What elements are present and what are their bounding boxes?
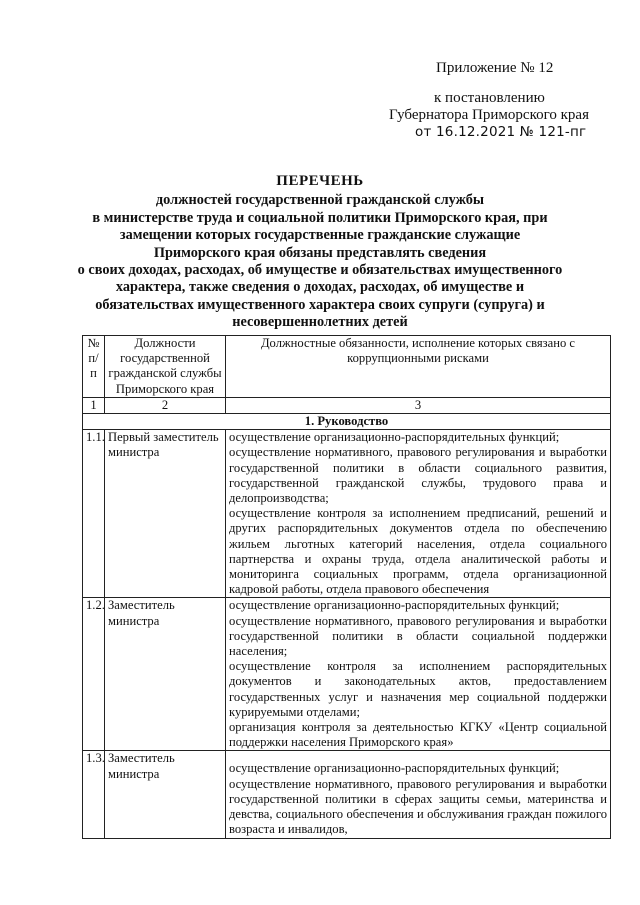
heading-line: Приморского края обязаны представлять сведения	[153, 244, 487, 261]
column-number: 1	[83, 397, 105, 413]
header-position: Должности государственной гражданской службы Приморского края	[105, 336, 226, 398]
heading-line: должностей государственной гражданской службы	[155, 192, 485, 209]
positions-table	[82, 335, 611, 839]
duty-item: организация контроля за деятельностью КГКУ «Центр социальной поддержки населения Приморского края»	[229, 720, 607, 750]
header-num: № п/п	[83, 336, 105, 398]
row-duties	[226, 751, 611, 838]
heading-line: о своих доходах, расходах, об имуществе и обязательствах имущественного	[77, 262, 563, 279]
row-position: Заместитель министра	[105, 598, 226, 751]
appendix-title: Приложение № 12	[436, 60, 554, 76]
column-number-row	[83, 397, 611, 413]
appendix-date-number: от 16.12.2021 № 121-пг	[415, 124, 587, 140]
heading-line: характера, также сведения о доходах, расходах, об имуществе и	[115, 279, 525, 296]
row-num: 1.1.	[83, 430, 105, 598]
row-duties	[226, 430, 611, 598]
appendix-issuer: Губернатора Приморского края	[389, 107, 589, 123]
row-num: 1.2.	[83, 598, 105, 751]
duty-item: осуществление организационно-распорядительных функций;	[229, 598, 560, 613]
row-duties	[226, 598, 611, 751]
table-header-row	[83, 336, 611, 398]
duty-item: осуществление контроля за исполнением предписаний, решений и других распорядительных документов отдела по обеспечению жильем льготных категорий населения, отдела социального партнерства и охраны труда, отдела аналитической работы и мониторинга социальных программ, отдела организационной кадровой работы, отдела правового обеспечения	[229, 506, 607, 597]
heading-line: в министерстве труда и социальной политики Приморского края, при	[92, 209, 548, 226]
table-row	[83, 598, 611, 751]
duty-item: осуществление нормативного, правового регулирования и выработки государственной политики в области социальной поддержки населения;	[229, 613, 607, 659]
document-title: ПЕРЕЧЕНЬ	[276, 173, 364, 189]
table-row	[83, 430, 611, 598]
heading-line: обязательствах имущественного характера своих супруги (супруга) и	[95, 296, 545, 313]
duty-item: осуществление нормативного, правового регулирования и выработки государственной политики в сферах защиты семьи, материнства и девства, социального обеспечения и обслуживания граждан пожилого возраста и инвалидов,	[229, 776, 607, 837]
duty-item: осуществление организационно-распорядительных функций;	[229, 761, 560, 776]
heading-line: несовершеннолетних детей	[232, 314, 408, 331]
duty-item: осуществление нормативного, правового регулирования и выработки государственной политики в области социального развития, государственной гражданской службы, трудового права и делопроизводства;	[229, 445, 607, 506]
appendix-to-decree: к постановлению	[434, 90, 545, 106]
row-position: Первый заместитель министра	[105, 430, 226, 598]
duty-item: осуществление организационно-распорядительных функций;	[229, 430, 560, 445]
document-heading	[40, 173, 600, 332]
duty-item: осуществление контроля за исполнением распорядительных документов и законодательных актов, предоставлением государственных услуг и назначения мер социальной поддержки курируемыми отделами;	[229, 659, 607, 719]
section-title: 1. Руководство	[83, 414, 611, 430]
column-number: 3	[226, 397, 611, 413]
heading-line: замещении которых государственные гражданские служащие	[119, 227, 521, 244]
table-row	[83, 751, 611, 838]
row-position: Заместитель министра	[105, 751, 226, 838]
column-number: 2	[105, 397, 226, 413]
row-num: 1.3.	[83, 751, 105, 838]
section-row	[83, 414, 611, 430]
header-duties: Должностные обязанности, исполнение которых связано с коррупционными рисками	[226, 336, 611, 398]
